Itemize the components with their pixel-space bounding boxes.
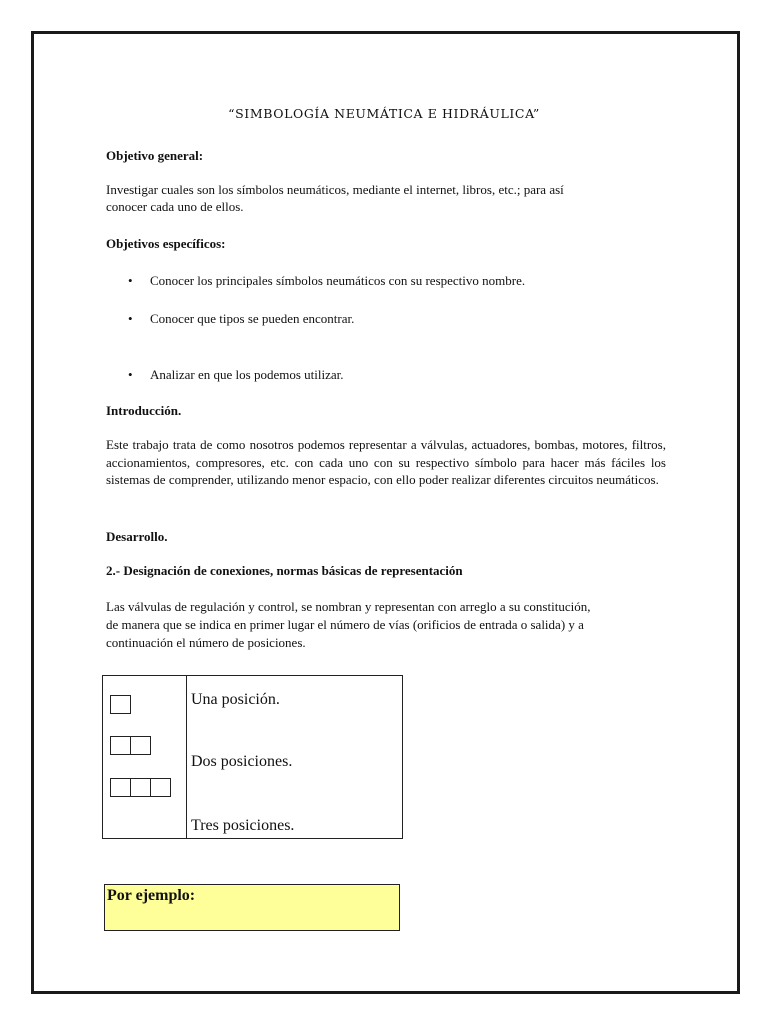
- objective-list-item: [128, 366, 344, 383]
- positions-table: [102, 675, 403, 839]
- document-title: “SIMBOLOGÍA NEUMÁTICA E HIDRÁULICA”: [228, 106, 540, 121]
- objective-list-item: [128, 272, 525, 289]
- symbols-cell: [103, 676, 187, 839]
- development-line-2: de manera que se indica en primer lugar el número de vías (orificios de entrada o salida) y a: [106, 617, 584, 632]
- development-heading: Desarrollo.: [106, 529, 168, 544]
- general-objective-line-2: conocer cada uno de ellos.: [106, 199, 244, 214]
- objective-text: Analizar en que los podemos utilizar.: [150, 367, 344, 382]
- objective-text: Conocer los principales símbolos neumáticos con su respectivo nombre.: [150, 273, 526, 288]
- example-label: Por ejemplo:: [107, 887, 196, 904]
- introduction-paragraph: Este trabajo trata de como nosotros podemos representar a válvulas, actuadores, bombas, motores, filtros, accionamientos, compresores, etc. con cada uno con su respectivo símbolo para hacer más fáciles los sistemas de comprender, utilizando menor espacio, con ello poder realizar diferentes circuitos neumáticos.: [106, 437, 666, 487]
- page-border: [31, 31, 740, 994]
- example-box: [104, 884, 400, 931]
- specific-objectives-heading: Objetivos específicos:: [106, 236, 226, 251]
- bullet-icon: •: [128, 367, 133, 382]
- two-positions-symbol: [110, 736, 151, 755]
- labels-cell: [187, 676, 403, 839]
- bullet-icon: •: [128, 311, 133, 326]
- development-line-1: Las válvulas de regulación y control, se nombran y representan con arreglo a su constitución,: [106, 599, 591, 614]
- one-position-symbol: [110, 695, 131, 714]
- three-positions-label: Tres posiciones.: [191, 817, 295, 834]
- section-heading: 2.- Designación de conexiones, normas básicas de representación: [106, 563, 463, 578]
- development-line-3: continuación el número de posiciones.: [106, 635, 306, 650]
- general-objective-line-1: Investigar cuales son los símbolos neumáticos, mediante el internet, libros, etc.; para así: [106, 182, 564, 197]
- three-positions-symbol: [110, 778, 171, 797]
- one-position-label: Una posición.: [191, 691, 280, 708]
- objective-text: Conocer que tipos se pueden encontrar.: [150, 311, 355, 326]
- bullet-icon: •: [128, 273, 133, 288]
- two-positions-label: Dos posiciones.: [191, 753, 293, 770]
- introduction-heading: Introducción.: [106, 403, 182, 418]
- general-objective-heading: Objetivo general:: [106, 148, 204, 163]
- objective-list-item: [128, 310, 354, 327]
